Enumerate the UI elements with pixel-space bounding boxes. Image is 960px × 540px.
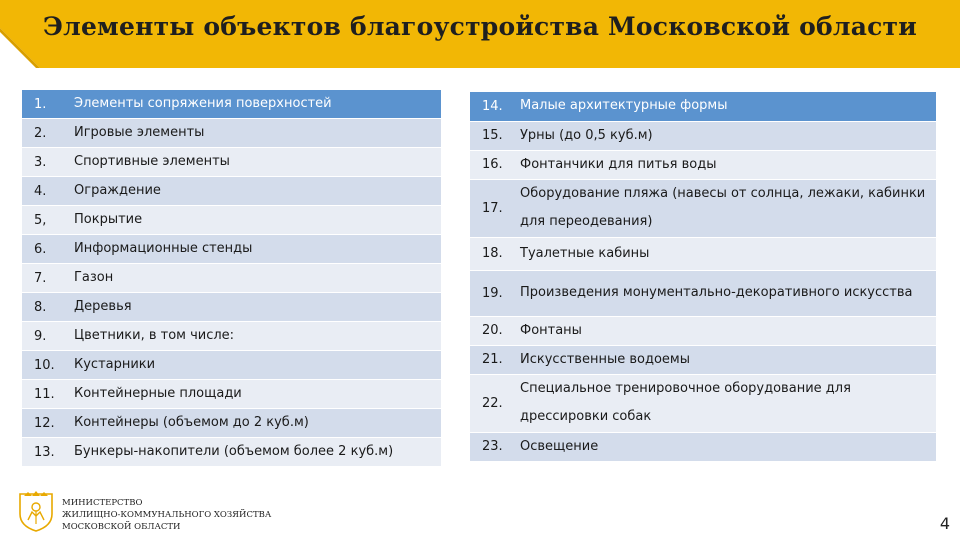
item-label: Информационные стенды <box>70 235 441 264</box>
table-row <box>470 432 936 461</box>
left-elements-table <box>22 90 441 467</box>
item-number: 22. <box>470 374 516 432</box>
table-row <box>22 206 441 235</box>
table-row <box>470 121 936 150</box>
item-number: 5, <box>22 206 70 235</box>
table-row <box>470 316 936 345</box>
table-row <box>22 177 441 206</box>
table-row <box>22 351 441 380</box>
table-row <box>22 90 441 119</box>
table-row <box>470 345 936 374</box>
item-number: 10. <box>22 351 70 380</box>
item-label: Спортивные элементы <box>70 148 441 177</box>
table-row <box>470 270 936 316</box>
table-row <box>470 150 936 179</box>
table-row <box>22 409 441 438</box>
item-label: Кустарники <box>70 351 441 380</box>
item-label: Элементы сопряжения поверхностей <box>70 90 441 119</box>
item-label: Малые архитектурные формы <box>516 92 936 121</box>
item-label: Газон <box>70 264 441 293</box>
item-label: Бункеры-накопители (объемом более 2 куб.м) <box>70 438 441 467</box>
item-number: 17. <box>470 179 516 237</box>
item-label: Игровые элементы <box>70 119 441 148</box>
moscow-oblast-coat-of-arms-icon <box>16 490 56 532</box>
table-row <box>22 322 441 351</box>
item-number: 3. <box>22 148 70 177</box>
item-number: 11. <box>22 380 70 409</box>
item-number: 15. <box>470 121 516 150</box>
item-number: 8. <box>22 293 70 322</box>
item-label: Урны (до 0,5 куб.м) <box>516 121 936 150</box>
item-label: Покрытие <box>70 206 441 235</box>
table-row <box>22 293 441 322</box>
item-number: 14. <box>470 92 516 121</box>
item-number: 12. <box>22 409 70 438</box>
right-elements-table <box>470 92 936 462</box>
table-row <box>22 235 441 264</box>
table-row <box>470 374 936 432</box>
item-label: Искусственные водоемы <box>516 345 936 374</box>
item-number: 21. <box>470 345 516 374</box>
item-number: 2. <box>22 119 70 148</box>
item-number: 6. <box>22 235 70 264</box>
item-label: Деревья <box>70 293 441 322</box>
item-label: Контейнерные площади <box>70 380 441 409</box>
item-label: Произведения монументально-декоративного искусства <box>516 270 936 316</box>
item-label: Цветники, в том числе: <box>70 322 441 351</box>
table-row <box>22 264 441 293</box>
ministry-line: ЖИЛИЩНО-КОММУНАЛЬНОГО ХОЗЯЙСТВА <box>62 510 272 520</box>
table-row <box>22 380 441 409</box>
item-label: Контейнеры (объемом до 2 куб.м) <box>70 409 441 438</box>
item-label: Туалетные кабины <box>516 237 936 270</box>
ministry-line: МИНИСТЕРСТВО <box>62 498 143 508</box>
table-row <box>22 148 441 177</box>
item-label: Ограждение <box>70 177 441 206</box>
item-label: Освещение <box>516 432 936 461</box>
ministry-line: МОСКОВСКОЙ ОБЛАСТИ <box>62 522 181 532</box>
item-number: 13. <box>22 438 70 467</box>
title-banner <box>0 0 960 68</box>
page-number: 4 <box>939 514 950 533</box>
item-label: Оборудование пляжа (навесы от солнца, лежаки, кабинки для переодевания) <box>516 179 936 237</box>
item-number: 16. <box>470 150 516 179</box>
item-number: 19. <box>470 270 516 316</box>
table-row <box>22 119 441 148</box>
table-row <box>470 179 936 237</box>
table-row <box>470 237 936 270</box>
ministry-name <box>62 497 271 533</box>
item-number: 1. <box>22 90 70 119</box>
table-row <box>22 438 441 467</box>
item-number: 9. <box>22 322 70 351</box>
item-number: 23. <box>470 432 516 461</box>
item-number: 4. <box>22 177 70 206</box>
table-row <box>470 92 936 121</box>
item-label: Специальное тренировочное оборудование для дрессировки собак <box>516 374 936 432</box>
page-title: Элементы объектов благоустройства Московской области <box>43 12 917 41</box>
item-number: 18. <box>470 237 516 270</box>
item-number: 7. <box>22 264 70 293</box>
item-label: Фонтанчики для питья воды <box>516 150 936 179</box>
item-number: 20. <box>470 316 516 345</box>
item-label: Фонтаны <box>516 316 936 345</box>
